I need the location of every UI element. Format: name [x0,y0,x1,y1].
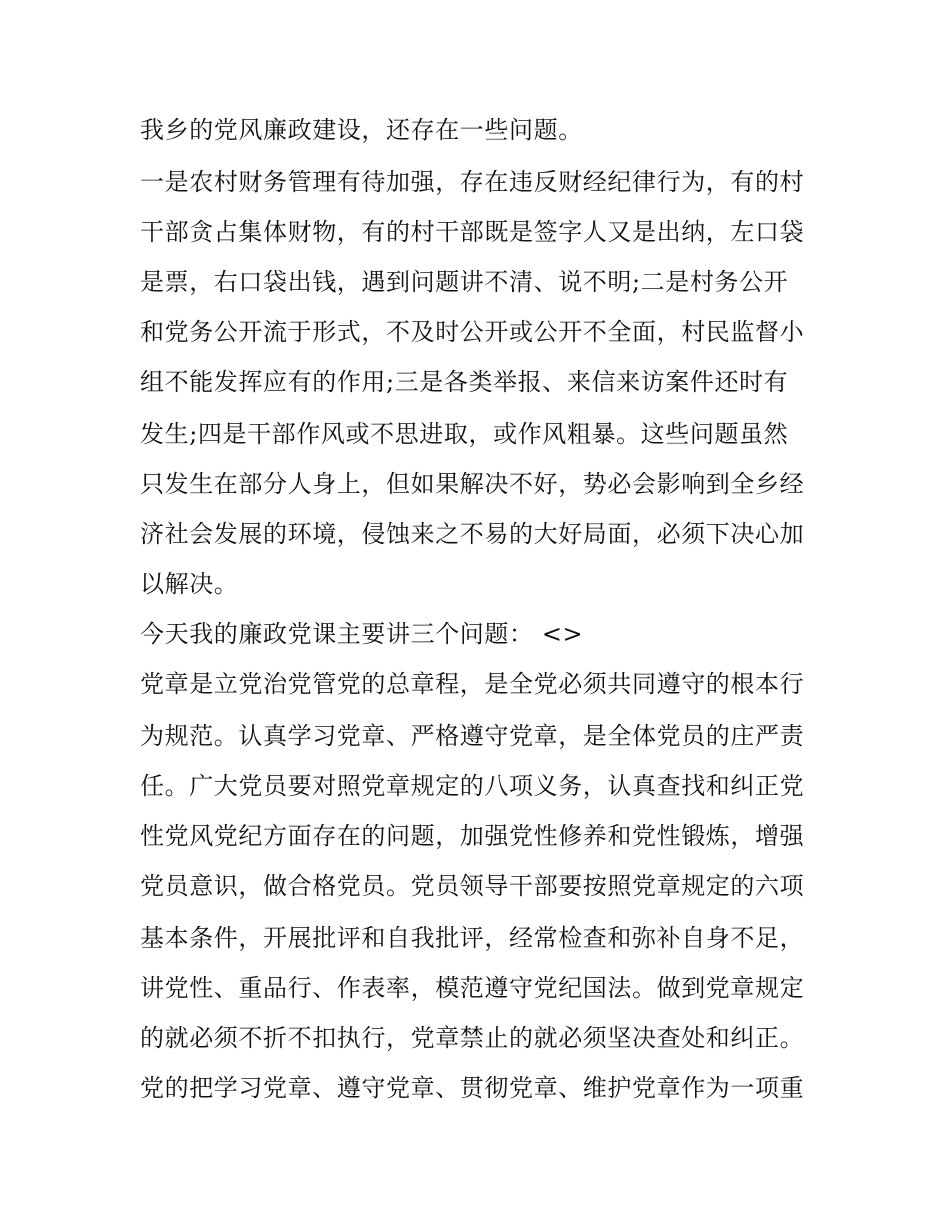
text-line: 党员意识，做合格党员。党员领导干部要按照党章规定的六项 [140,872,805,900]
text-line: 党的把学习党章、遵守党章、贯彻党章、维护党章作为一项重 [140,1074,805,1102]
text-line: 只发生在部分人身上，但如果解决不好，势必会影响到全乡经 [140,470,805,498]
text-line: 发生;四是干部作风或不思进取，或作风粗暴。这些问题虽然 [140,420,789,448]
text-line: 基本条件，开展批评和自我批评，经常检查和弥补自身不足， [140,924,805,952]
text-line: 和党务公开流于形式，不及时公开或公开不全面，村民监督小 [140,318,805,346]
text-line: 组不能发挥应有的作用;三是各类举报、来信来访案件还时有 [140,368,789,396]
text-line: 干部贪占集体财物，有的村干部既是签字人又是出纳，左口袋 [140,218,805,246]
text-line: 的就必须不折不扣执行，党章禁止的就必须坚决查处和纠正。 [140,1024,805,1052]
text-line: 性党风党纪方面存在的问题，加强党性修养和党性锻炼，增强 [140,822,805,850]
text-line: 讲党性、重品行、作表率，模范遵守党纪国法。做到党章规定 [140,974,805,1002]
text-line: 济社会发展的环境，侵蚀来之不易的大好局面，必须下决心加 [140,520,805,548]
text-line: 以解决。 [140,570,239,598]
text-line: 是票，右口袋出钱，遇到问题讲不清、说不明;二是村务公开 [140,268,789,296]
text-line: 我乡的党风廉政建设，还存在一些问题。 [140,116,583,144]
text-line: 为规范。认真学习党章、严格遵守党章，是全体党员的庄严责 [140,722,805,750]
text-line: 党章是立党治党管党的总章程，是全党必须共同遵守的根本行 [140,670,805,698]
text-line: 一是农村财务管理有待加强，存在违反财经纪律行为，有的村 [140,168,805,196]
text-line: 任。广大党员要对照党章规定的八项义务，认真查找和纠正党 [140,772,805,800]
text-line: 今天我的廉政党课主要讲三个问题： <> [140,620,584,648]
